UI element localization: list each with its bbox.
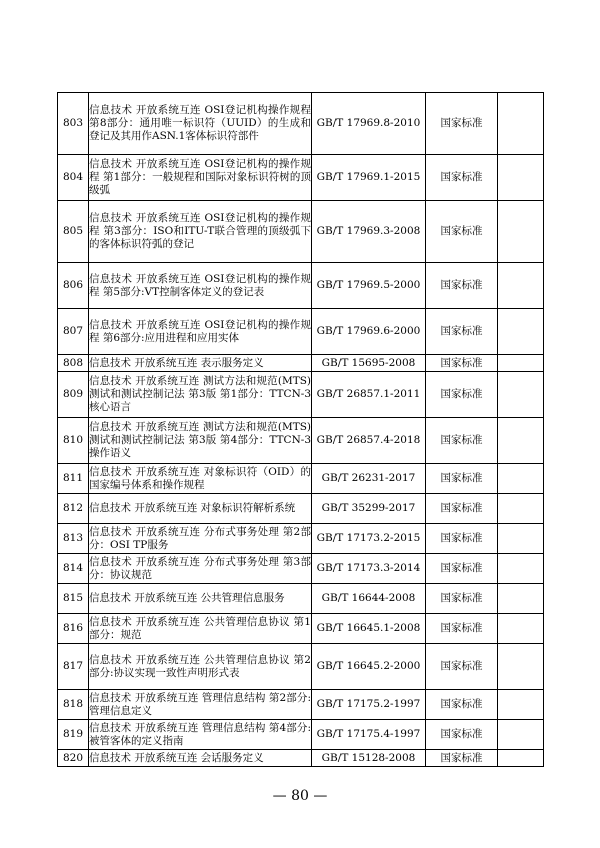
note-cell [498,494,544,524]
table-row [58,494,544,524]
standard-name: 信息技术 开放系统互连 测试方法和规范(MTS)测试和测试控制记法 第3版 第4部分：TTCN-3操作语义 [89,418,312,464]
standard-name: 信息技术 开放系统互连 OSI登记机构的操作规程 第5部分:VT控制客体定义的登记表 [89,263,312,309]
table-row [58,201,544,263]
standard-name: 信息技术 开放系统互连 分布式事务处理 第2部分：OSI TP服务 [89,524,312,554]
standard-name: 信息技术 开放系统互连 OSI登记机构的操作规程 第3部分：ISO和ITU-T联合管理的顶级弧下的客体标识符弧的登记 [89,201,312,263]
standard-name: 信息技术 开放系统互连 公共管理信息协议 第2部分:协议实现一致性声明形式表 [89,644,312,690]
standard-type: 国家标准 [426,155,498,201]
table-row [58,263,544,309]
table-row [58,355,544,372]
standard-name: 信息技术 开放系统互连 OSI登记机构操作规程 第8部分：通用唯一标识符（UUID）的生成和登记及其用作ASN.1客体标识符部件 [89,93,312,155]
standard-type: 国家标准 [426,309,498,355]
row-number: 818 [58,690,89,720]
standard-name: 信息技术 开放系统互连 会话服务定义 [89,750,312,767]
standard-type: 国家标准 [426,201,498,263]
standard-code: GB/T 17969.1-2015 [312,155,426,201]
standard-type: 国家标准 [426,524,498,554]
row-number: 817 [58,644,89,690]
row-number: 807 [58,309,89,355]
standard-code: GB/T 17969.6-2000 [312,309,426,355]
standard-name: 信息技术 开放系统互连 测试方法和规范(MTS)测试和测试控制记法 第3版 第1部分：TTCN-3核心语言 [89,372,312,418]
table-row [58,372,544,418]
standard-name: 信息技术 开放系统互连 OSI登记机构的操作规程 第6部分:应用进程和应用实体 [89,309,312,355]
row-number: 806 [58,263,89,309]
standard-code: GB/T 16644-2008 [312,584,426,614]
standard-type: 国家标准 [426,614,498,644]
standard-code: GB/T 17173.2-2015 [312,524,426,554]
note-cell [498,614,544,644]
standard-type: 国家标准 [426,93,498,155]
table-row [58,584,544,614]
standard-code: GB/T 26857.4-2018 [312,418,426,464]
note-cell [498,584,544,614]
row-number: 810 [58,418,89,464]
standard-name: 信息技术 开放系统互连 公共管理信息协议 第1部分：规范 [89,614,312,644]
row-number: 819 [58,720,89,750]
standard-code: GB/T 17969.5-2000 [312,263,426,309]
row-number: 813 [58,524,89,554]
page-number: — 80 — [272,788,328,804]
standard-type: 国家标准 [426,263,498,309]
standards-table [57,92,544,767]
row-number: 804 [58,155,89,201]
row-number: 815 [58,584,89,614]
table-row [58,93,544,155]
note-cell [498,418,544,464]
table-row [58,418,544,464]
note-cell [498,720,544,750]
note-cell [498,464,544,494]
note-cell [498,524,544,554]
standard-type: 国家标准 [426,372,498,418]
standard-type: 国家标准 [426,750,498,767]
table-row [58,524,544,554]
standard-code: GB/T 16645.1-2008 [312,614,426,644]
standard-code: GB/T 15695-2008 [312,355,426,372]
table-row [58,464,544,494]
row-number: 820 [58,750,89,767]
note-cell [498,554,544,584]
note-cell [498,93,544,155]
table-row [58,720,544,750]
row-number: 812 [58,494,89,524]
standard-type: 国家标准 [426,690,498,720]
row-number: 803 [58,93,89,155]
row-number: 809 [58,372,89,418]
standard-name: 信息技术 开放系统互连 管理信息结构 第2部分:管理信息定义 [89,690,312,720]
standard-name: 信息技术 开放系统互连 分布式事务处理 第3部分：协议规范 [89,554,312,584]
note-cell [498,750,544,767]
table-row [58,554,544,584]
table-row [58,750,544,767]
standard-code: GB/T 15128-2008 [312,750,426,767]
table-row [58,309,544,355]
row-number: 808 [58,355,89,372]
standard-name: 信息技术 开放系统互连 对象标识符（OID）的国家编号体系和操作规程 [89,464,312,494]
row-number: 805 [58,201,89,263]
standard-type: 国家标准 [426,554,498,584]
row-number: 811 [58,464,89,494]
note-cell [498,309,544,355]
standard-name: 信息技术 开放系统互连 公共管理信息服务 [89,584,312,614]
standard-code: GB/T 17969.8-2010 [312,93,426,155]
standard-type: 国家标准 [426,644,498,690]
standard-code: GB/T 16645.2-2000 [312,644,426,690]
table-row [58,155,544,201]
row-number: 814 [58,554,89,584]
standard-code: GB/T 26231-2017 [312,464,426,494]
standard-code: GB/T 17175.4-1997 [312,720,426,750]
note-cell [498,155,544,201]
standard-code: GB/T 35299-2017 [312,494,426,524]
table-row [58,690,544,720]
note-cell [498,355,544,372]
note-cell [498,201,544,263]
standard-name: 信息技术 开放系统互连 对象标识符解析系统 [89,494,312,524]
standard-type: 国家标准 [426,720,498,750]
standard-code: GB/T 17175.2-1997 [312,690,426,720]
standard-code: GB/T 26857.1-2011 [312,372,426,418]
note-cell [498,644,544,690]
standard-name: 信息技术 开放系统互连 OSI登记机构的操作规程 第1部分：一般规程和国际对象标识符树的顶级弧 [89,155,312,201]
table-row [58,644,544,690]
row-number: 816 [58,614,89,644]
table-row [58,614,544,644]
standard-type: 国家标准 [426,464,498,494]
standard-code: GB/T 17173.3-2014 [312,554,426,584]
note-cell [498,372,544,418]
standard-type: 国家标准 [426,584,498,614]
standard-type: 国家标准 [426,494,498,524]
standard-type: 国家标准 [426,418,498,464]
standard-type: 国家标准 [426,355,498,372]
standard-code: GB/T 17969.3-2008 [312,201,426,263]
note-cell [498,690,544,720]
standard-name: 信息技术 开放系统互连 表示服务定义 [89,355,312,372]
note-cell [498,263,544,309]
standard-name: 信息技术 开放系统互连 管理信息结构 第4部分:被管客体的定义指南 [89,720,312,750]
